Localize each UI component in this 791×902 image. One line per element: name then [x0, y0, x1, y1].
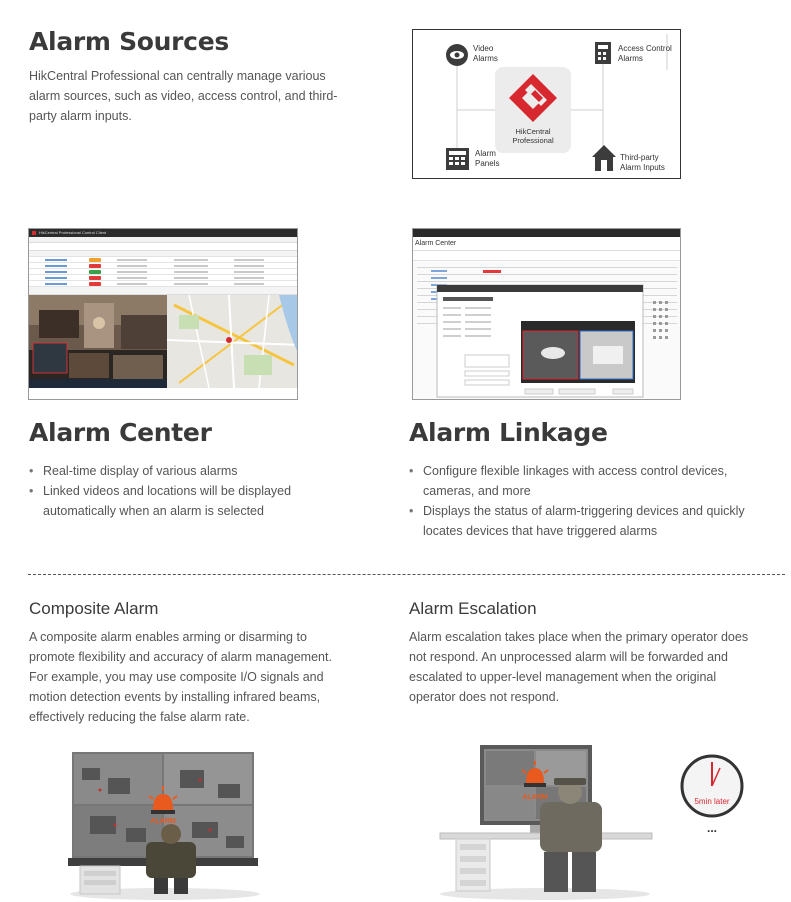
alarm-linkage-screenshot — [412, 228, 681, 400]
composite-alarm-graphic — [60, 750, 270, 900]
linkage-search-bar — [413, 251, 680, 261]
screenshot-video-and-map — [29, 295, 297, 388]
linkage-screenshot-title: Alarm Center — [415, 240, 457, 247]
alarm-panels-label-2: Panels — [475, 159, 500, 168]
alarm-panels-label-1: Alarm — [475, 149, 496, 158]
screenshot-filter-bar — [29, 243, 297, 251]
video-camera-icon — [446, 44, 468, 66]
video-alarms-label-2: Alarms — [473, 54, 498, 63]
alarm-linkage-title: Alarm Linkage — [409, 418, 608, 447]
alarm-panel-icon — [446, 148, 469, 170]
screenshot-row — [29, 281, 297, 287]
access-alarms-label-1: Access Control — [618, 44, 672, 53]
composite-alarm-label: ALARM — [150, 818, 176, 825]
center-label-2: Professional — [512, 136, 554, 145]
third-party-label-1: Third-party — [620, 153, 659, 162]
clock-icon — [682, 756, 742, 816]
video-alarms-label-1: Video — [473, 44, 494, 53]
app-logo-icon — [32, 231, 36, 235]
composite-alarm-illustration — [60, 750, 270, 900]
screenshot-title: HikCentral Professional Control Client — [39, 230, 107, 235]
clock-label: 5min later — [694, 797, 730, 806]
linkage-header — [413, 237, 680, 251]
alarm-escalation-title: Alarm Escalation — [409, 599, 537, 618]
access-control-icon — [595, 42, 611, 64]
alarm-linkage-bullet: • Displays the status of alarm-triggering devices and quickly locates devices that have triggered alarms — [409, 501, 749, 541]
center-label-1: HikCentral — [515, 127, 551, 136]
alarm-center-bullet: • Linked videos and locations will be displayed automatically when an alarm is selected — [29, 481, 309, 521]
alarm-center-title: Alarm Center — [29, 418, 212, 447]
alarm-sources-diagram — [412, 29, 681, 179]
alarm-linkage-bullet: • Configure flexible linkages with access control devices, cameras, and more — [409, 461, 749, 501]
alarm-sources-description: HikCentral Professional can centrally manage various alarm sources, such as video, access control, and third-party alarm inputs. — [29, 69, 338, 123]
alarm-linkage-bullets — [409, 461, 749, 541]
section-divider — [28, 574, 785, 575]
escalation-alarm-label: ALARM — [522, 794, 548, 801]
alarm-sources-title: Alarm Sources — [29, 27, 229, 56]
composite-alarm-description: A composite alarm enables arming or disarming to promote flexibility and accuracy of alarm management. For example, you may use composite I/O signals and motion detection events by installing infrared beams, effectively reducing the false alarm rate. — [29, 630, 332, 724]
alarm-escalation-graphic — [430, 740, 760, 900]
alarm-escalation-description: Alarm escalation takes place when the primary operator does not respond. An unprocessed alarm will be forwarded and escalated to upper-level management when the original operator does not respond. — [409, 630, 749, 704]
alarm-sources-diagram-graphic — [413, 30, 681, 179]
ellipsis-label: ... — [706, 821, 718, 835]
third-party-label-2: Alarm Inputs — [620, 163, 665, 172]
alarm-center-bullet: • Real-time display of various alarms — [29, 461, 309, 481]
screenshot-titlebar — [29, 229, 297, 237]
alarm-center-screenshot — [28, 228, 298, 400]
linkage-table-graphic — [413, 261, 681, 399]
alarm-escalation-illustration — [430, 740, 760, 900]
composite-alarm-title: Composite Alarm — [29, 599, 159, 618]
alarm-center-bullets — [29, 461, 309, 521]
house-icon — [592, 145, 616, 171]
linkage-titlebar — [413, 229, 680, 237]
screenshot-panel-header — [29, 287, 297, 295]
access-alarms-label-2: Alarms — [618, 54, 643, 63]
video-and-map-graphic — [29, 295, 298, 388]
